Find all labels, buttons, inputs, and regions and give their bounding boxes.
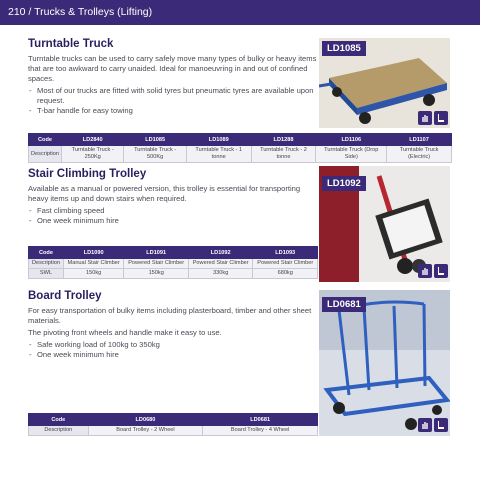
- table-row: [29, 146, 452, 163]
- table-cell: Manual Stair Climber: [63, 259, 124, 269]
- board-intro-2: The pivoting front wheels and handle make it easy to use.: [28, 328, 222, 337]
- turntable-section: [28, 38, 318, 116]
- board-title: Board Trolley: [28, 290, 102, 302]
- table-header: LD1085: [124, 134, 186, 146]
- board-badge: LD0681: [322, 297, 366, 312]
- board-bullet: - One week minimum hire: [28, 350, 318, 360]
- table-header: Code: [29, 247, 64, 259]
- ppe-boots-icon: [434, 111, 448, 125]
- table-header: LD2840: [61, 134, 123, 146]
- ppe-gloves-icon: [418, 418, 432, 432]
- table-cell: Turntable Truck - 1 tonne: [186, 146, 251, 163]
- table-row: [29, 269, 318, 279]
- table-cell: Powered Stair Climber: [253, 259, 318, 269]
- table-cell: 330kg: [188, 269, 253, 279]
- table-cell: Board Trolley - 2 Wheel: [88, 426, 203, 436]
- table-header: LD1106: [316, 134, 387, 146]
- page-header-title: 210 / Trucks & Trolleys (Lifting): [8, 6, 153, 18]
- stair-intro: Available as a manual or powered version, this trolley is essential for transporting heavy items up and down stairs when required.: [28, 184, 301, 203]
- table-header: LD1093: [253, 247, 318, 259]
- page-header: [0, 0, 480, 25]
- table-row-label: Description: [29, 426, 89, 436]
- table-cell: 150kg: [124, 269, 189, 279]
- stair-section: [28, 168, 318, 226]
- table-cell: Turntable Truck (Electric): [387, 146, 452, 163]
- table-header: LD1090: [63, 247, 124, 259]
- table-cell: Turntable Truck - 500Kg: [124, 146, 186, 163]
- table-header: LD1089: [186, 134, 251, 146]
- table-header: LD1288: [251, 134, 316, 146]
- turntable-bullet: - Most of our trucks are fitted with solid tyres but pneumatic tyres are available upon request.: [28, 86, 318, 106]
- table-cell: Turntable Truck - 2 tonne: [251, 146, 316, 163]
- table-row: [29, 259, 318, 269]
- table-cell: Turntable Truck (Drop Side): [316, 146, 387, 163]
- table-row-label: Description: [29, 259, 64, 269]
- table-row: [29, 426, 318, 436]
- table-row-label: Description: [29, 146, 62, 163]
- ppe-gloves-icon: [418, 111, 432, 125]
- ppe-gloves-icon: [418, 264, 432, 278]
- turntable-title: Turntable Truck: [28, 38, 114, 50]
- table-cell: Board Trolley - 4 Wheel: [203, 426, 318, 436]
- table-header-row: [29, 414, 318, 426]
- table-row-label: SWL: [29, 269, 64, 279]
- board-section: [28, 290, 318, 360]
- turntable-badge: LD1085: [322, 41, 366, 56]
- table-cell: 680kg: [253, 269, 318, 279]
- stair-badge: LD1092: [322, 176, 366, 191]
- table-cell: 150kg: [63, 269, 124, 279]
- ppe-boots-icon: [434, 264, 448, 278]
- table-header: LD1107: [387, 134, 452, 146]
- table-header: Code: [29, 414, 89, 426]
- stair-table: [28, 246, 318, 279]
- table-header: LD1091: [124, 247, 189, 259]
- table-cell: Powered Stair Climber: [188, 259, 253, 269]
- table-header: Code: [29, 134, 62, 146]
- stair-bullet: - Fast climbing speed: [28, 206, 318, 216]
- stair-title: Stair Climbing Trolley: [28, 168, 147, 180]
- table-header: LD0680: [88, 414, 203, 426]
- table-cell: Turntable Truck - 250Kg: [61, 146, 123, 163]
- table-header-row: [29, 134, 452, 146]
- table-header-row: [29, 247, 318, 259]
- stair-bullet: - One week minimum hire: [28, 216, 318, 226]
- ppe-boots-icon: [434, 418, 448, 432]
- turntable-table: [28, 133, 452, 163]
- table-header: LD1092: [188, 247, 253, 259]
- turntable-intro: Turntable trucks can be used to carry safely move many types of bulky or heavy items that are too awkward to carry unaided. Ideal for manoeuvring in and out of confined spaces.: [28, 54, 317, 83]
- board-intro: For easy transportation of bulky items including plasterboard, timber and other sheet materials.: [28, 306, 312, 325]
- turntable-bullet: - T-bar handle for easy towing: [28, 106, 318, 116]
- board-table: [28, 413, 318, 436]
- board-bullet: - Safe working load of 100kg to 350kg: [28, 340, 318, 350]
- table-header: LD0681: [203, 414, 318, 426]
- table-cell: Powered Stair Climber: [124, 259, 189, 269]
